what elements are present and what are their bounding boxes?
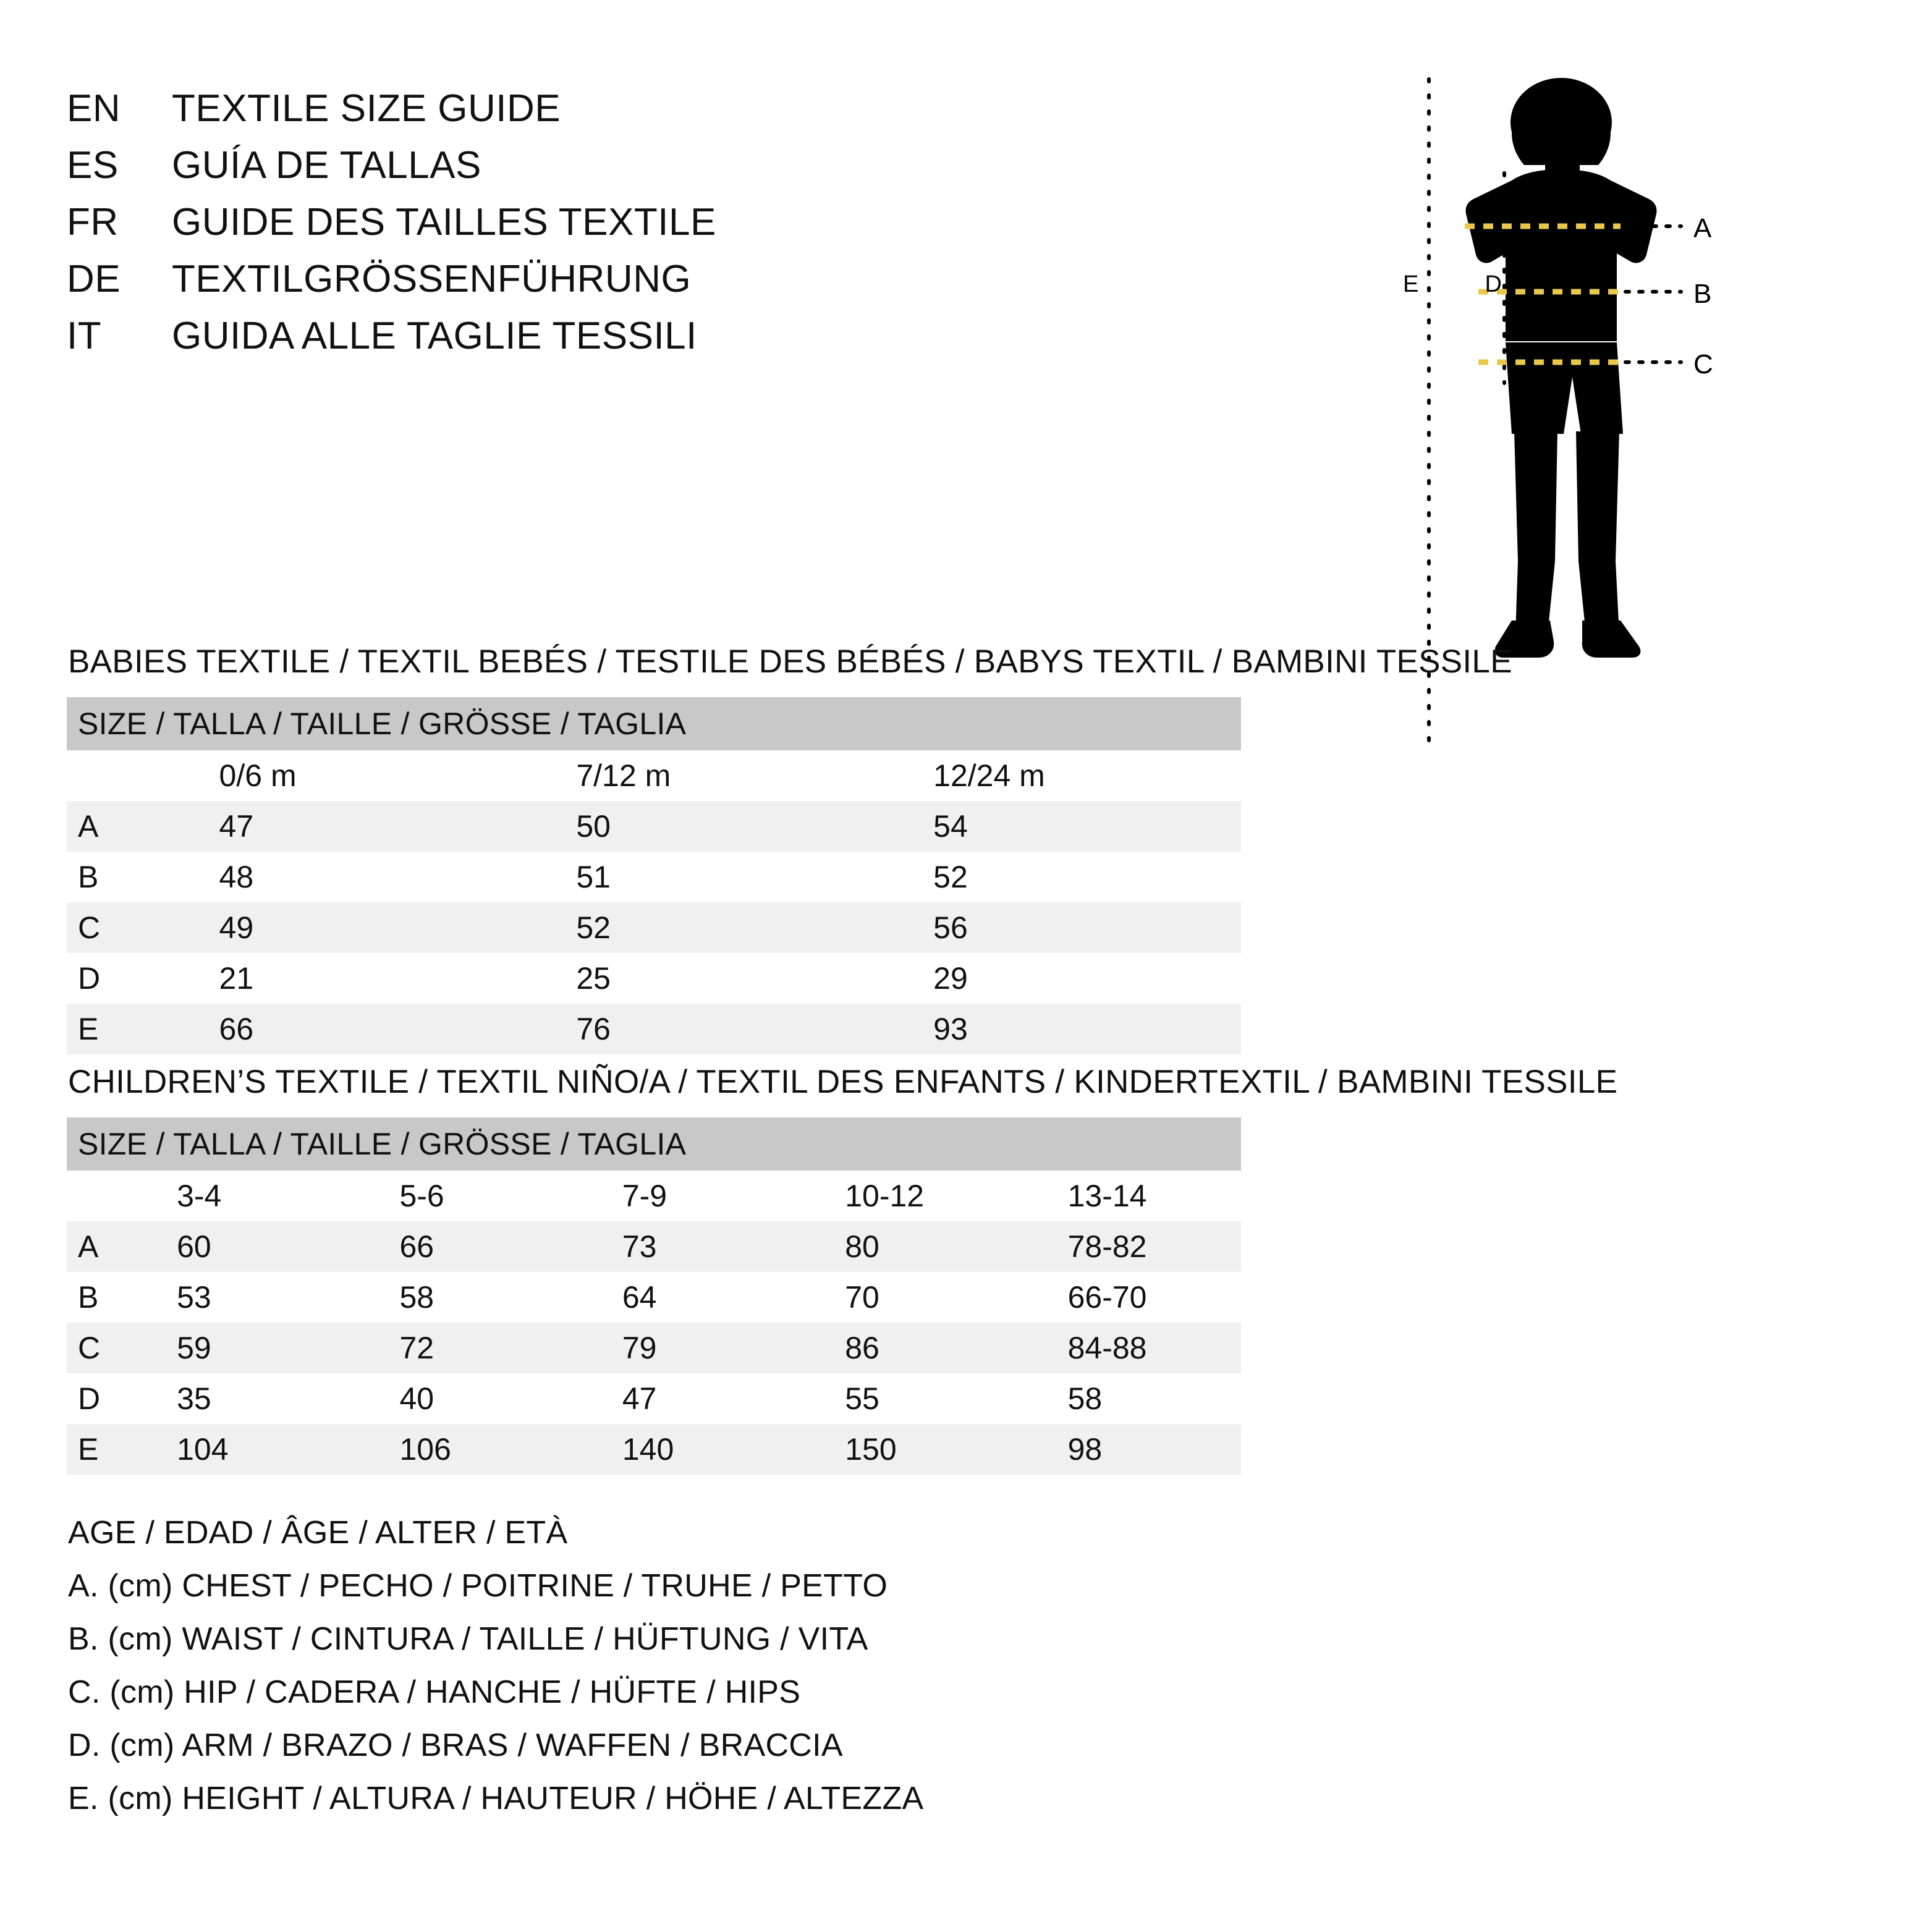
- babies-cell-b-2: 52: [884, 852, 1241, 902]
- table-row: [67, 801, 1241, 852]
- children-row-label-e: E: [67, 1424, 127, 1475]
- language-code-fr: FR: [67, 201, 119, 244]
- language-code-it: IT: [67, 315, 102, 357]
- children-row-label-a: A: [67, 1221, 127, 1272]
- language-row-fr: [67, 200, 1241, 257]
- table-row: [67, 852, 1241, 902]
- table-row: [67, 953, 1241, 1004]
- language-row-it: [67, 314, 1241, 371]
- children-cell-b-2: 64: [573, 1272, 795, 1323]
- children-cell-c-1: 72: [350, 1323, 572, 1373]
- table-row: [67, 1221, 1241, 1272]
- figure-label-e: E: [1403, 271, 1419, 297]
- language-row-de: [67, 257, 1241, 314]
- language-label-es: GUÍA DE TALLAS: [172, 144, 481, 187]
- figure-label-d: D: [1485, 271, 1502, 297]
- children-row-label-b: B: [67, 1272, 127, 1323]
- babies-cell-d-1: 25: [527, 953, 884, 1004]
- children-cell-b-4: 66-70: [1019, 1272, 1241, 1323]
- child-silhouette: [1466, 78, 1657, 658]
- children-cell-e-2: 140: [573, 1424, 795, 1475]
- children-cell-c-0: 59: [127, 1323, 350, 1373]
- children-table-header-bar: SIZE / TALLA / TAILLE / GRÖSSE / TAGLIA: [67, 1117, 1241, 1171]
- babies-corner-cell: [67, 750, 170, 801]
- babies-row-label-e: E: [67, 1004, 170, 1054]
- babies-col-header-1: 7/12 m: [527, 750, 884, 801]
- children-corner-cell: [67, 1171, 127, 1221]
- table-row: [67, 1323, 1241, 1373]
- legend-line-arm: D. (cm) ARM / BRAZO / BRAS / WAFFEN / BRACCIA: [68, 1727, 843, 1763]
- language-label-it: GUIDA ALLE TAGLIE TESSILI: [172, 315, 697, 357]
- figure-label-c: C: [1693, 349, 1713, 379]
- language-code-de: DE: [67, 258, 121, 300]
- children-cell-d-3: 55: [795, 1373, 1018, 1424]
- babies-cell-a-1: 50: [527, 801, 884, 852]
- table-row: [67, 902, 1241, 953]
- babies-row-label-a: A: [67, 801, 170, 852]
- language-row-es: [67, 143, 1241, 200]
- children-column-header-row: [67, 1171, 1241, 1221]
- children-cell-d-4: 58: [1019, 1373, 1241, 1424]
- children-cell-d-0: 35: [127, 1373, 350, 1424]
- babies-cell-d-2: 29: [884, 953, 1241, 1004]
- table-row: [67, 1373, 1241, 1424]
- children-cell-d-1: 40: [350, 1373, 572, 1424]
- children-cell-e-4: 98: [1019, 1424, 1241, 1475]
- children-cell-e-0: 104: [127, 1424, 350, 1475]
- babies-row-label-c: C: [67, 902, 170, 953]
- babies-col-header-0: 0/6 m: [170, 750, 527, 801]
- figure-label-a: A: [1693, 213, 1712, 244]
- children-cell-c-2: 79: [573, 1323, 795, 1373]
- babies-cell-e-2: 93: [884, 1004, 1241, 1054]
- babies-column-header-row: [67, 750, 1241, 801]
- children-col-header-3: 10-12: [795, 1171, 1018, 1221]
- children-col-header-1: 5-6: [350, 1171, 572, 1221]
- children-cell-e-3: 150: [795, 1424, 1018, 1475]
- babies-cell-a-0: 47: [170, 801, 527, 852]
- children-cell-a-4: 78-82: [1019, 1221, 1241, 1272]
- babies-section-title: BABIES TEXTILE / TEXTIL BEBÉS / TESTILE DES BÉBÉS / BABYS TEXTIL / BAMBINI TESSILE: [68, 643, 1512, 680]
- babies-cell-e-0: 66: [170, 1004, 527, 1054]
- babies-cell-e-1: 76: [527, 1004, 884, 1054]
- legend-line-chest: A. (cm) CHEST / PECHO / POITRINE / TRUHE / PETTO: [68, 1568, 888, 1604]
- babies-size-table: [67, 697, 1241, 1054]
- babies-row-label-d: D: [67, 953, 170, 1004]
- children-cell-c-3: 86: [795, 1323, 1018, 1373]
- measurement-legend: [68, 1514, 1428, 1833]
- language-label-fr: GUIDE DES TAILLES TEXTILE: [172, 201, 716, 244]
- children-row-label-c: C: [67, 1323, 127, 1373]
- language-code-es: ES: [67, 144, 119, 187]
- legend-line-hip: C. (cm) HIP / CADERA / HANCHE / HÜFTE / HIPS: [68, 1674, 801, 1710]
- language-code-en: EN: [67, 87, 121, 130]
- babies-cell-c-2: 56: [884, 902, 1241, 953]
- legend-line-height: E. (cm) HEIGHT / ALTURA / HAUTEUR / HÖHE / ALTEZZA: [68, 1781, 924, 1816]
- babies-cell-c-0: 49: [170, 902, 527, 953]
- table-row: [67, 1272, 1241, 1323]
- babies-cell-b-1: 51: [527, 852, 884, 902]
- babies-cell-a-2: 54: [884, 801, 1241, 852]
- children-size-table: [67, 1117, 1241, 1475]
- children-cell-a-2: 73: [573, 1221, 795, 1272]
- babies-cell-c-1: 52: [527, 902, 884, 953]
- children-cell-a-0: 60: [127, 1221, 350, 1272]
- babies-cell-d-0: 21: [170, 953, 527, 1004]
- children-cell-a-1: 66: [350, 1221, 572, 1272]
- language-title-list: [67, 87, 1241, 371]
- children-col-header-0: 3-4: [127, 1171, 350, 1221]
- legend-line-age: AGE / EDAD / ÂGE / ALTER / ETÀ: [68, 1515, 568, 1551]
- children-cell-b-3: 70: [795, 1272, 1018, 1323]
- children-cell-a-3: 80: [795, 1221, 1018, 1272]
- children-cell-b-1: 58: [350, 1272, 572, 1323]
- babies-cell-b-0: 48: [170, 852, 527, 902]
- babies-row-label-b: B: [67, 852, 170, 902]
- children-cell-c-4: 84-88: [1019, 1323, 1241, 1373]
- children-col-header-2: 7-9: [573, 1171, 795, 1221]
- language-row-en: [67, 87, 1241, 143]
- children-cell-e-1: 106: [350, 1424, 572, 1475]
- children-cell-b-0: 53: [127, 1272, 350, 1323]
- children-section-title: CHILDREN’S TEXTILE / TEXTIL NIÑO/A / TEXTIL DES ENFANTS / KINDERTEXTIL / BAMBINI TESSILE: [68, 1064, 1618, 1100]
- children-cell-d-2: 47: [573, 1373, 795, 1424]
- children-row-label-d: D: [67, 1373, 127, 1424]
- language-label-en: TEXTILE SIZE GUIDE: [172, 87, 561, 130]
- babies-col-header-2: 12/24 m: [884, 750, 1241, 801]
- table-row: [67, 1424, 1241, 1475]
- figure-label-b: B: [1693, 279, 1712, 309]
- table-row: [67, 1004, 1241, 1054]
- legend-line-waist: B. (cm) WAIST / CINTURA / TAILLE / HÜFTUNG / VITA: [68, 1621, 868, 1657]
- language-label-de: TEXTILGRÖSSENFÜHRUNG: [172, 258, 692, 300]
- babies-table-header-bar: SIZE / TALLA / TAILLE / GRÖSSE / TAGLIA: [67, 697, 1241, 750]
- children-col-header-4: 13-14: [1019, 1171, 1241, 1221]
